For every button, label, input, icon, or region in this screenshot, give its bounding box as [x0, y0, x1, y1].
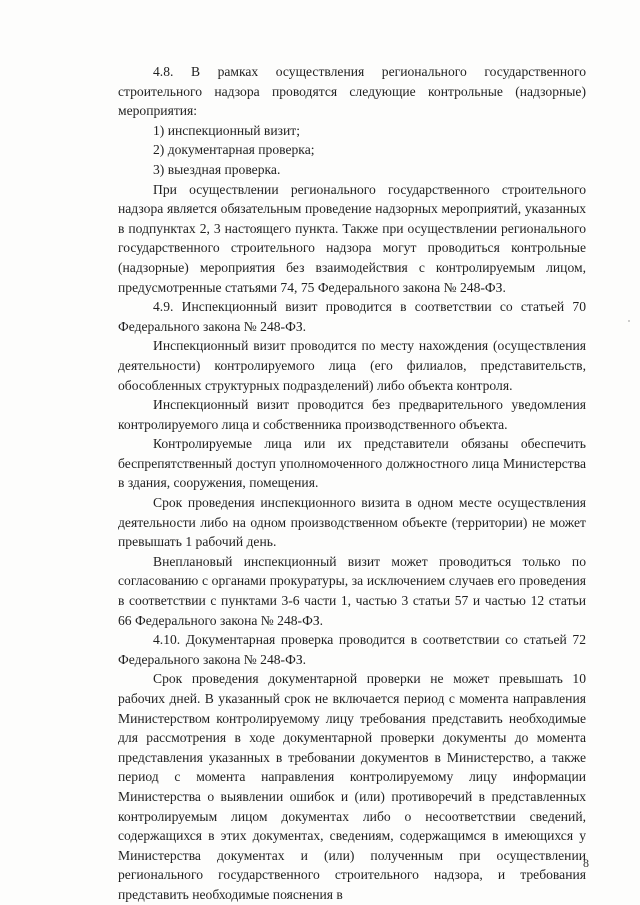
list-item-3: 3) выездная проверка.: [153, 161, 281, 177]
paragraph-visit-duration: Срок проведения инспекционного визита в одном месте осуществления деятельности либо на одном производственном объекте (территории) не может превышать 1 рабочий день.: [118, 495, 586, 550]
paragraph-4-8: 4.8. В рамках осуществления регионального государственного строительного надзора проводятся следующие контрольные (надзорные) мероприятия:: [118, 64, 586, 119]
page-number: 8: [583, 856, 589, 870]
paragraph-access: Контролируемые лица или их представители обязаны обеспечить беспрепятственный доступ уполномоченного должностного лица Министерства в здания, сооружения, помещения.: [118, 436, 586, 491]
paragraph-4-9: 4.9. Инспекционный визит проводится в соответствии со статьей 70 Федерального закона № 248-ФЗ.: [118, 299, 586, 334]
paragraph-documentary-term: Срок проведения документарной проверки не может превышать 10 рабочих дней. В указанный срок не включается период с момента направления Министерством контролируемому лицу требования представить необходимые для рассмотрения в ходе документарной проверки документы до момента представления указанных в требовании документов в Министерство, а также период с момента направления контролируемому лицу информации Министерства о выявлении ошибок и (или) противоречий в представленных контролируемым лицом документах либо о несоответствии сведений, содержащихся в этих документах, сведениям, содержащимся в имеющихся у Министерства документах и (или) полученным при осуществлении регионального государственного строительного надзора, и требования представить необходимые пояснения в: [118, 671, 586, 902]
list-item-2: 2) документарная проверка;: [153, 142, 315, 158]
list-item-1: 1) инспекционный визит;: [153, 122, 300, 138]
document-body: [118, 62, 586, 905]
paragraph-mandatory-measures: При осуществлении регионального государственного строительного надзора является обязательным проведение надзорных мероприятий, указанных в подпунктах 2, 3 настоящего пункта. Также при осуществлении регионального государственного строительного надзора могут проводиться контрольные (надзорные) мероприятия без взаимодействия с контролируемым лицом, предусмотренные статьями 74, 75 Федерального закона № 248-ФЗ.: [118, 181, 586, 295]
paragraph-visit-location: Инспекционный визит проводится по месту нахождения (осуществления деятельности) контролируемого лица (его филиалов, представительств, обособленных структурных подразделений) либо объекта контроля.: [118, 338, 586, 393]
paragraph-unplanned-visit: Внеплановый инспекционный визит может проводиться только по согласованию с органами прокуратуры, за исключением случаев его проведения в соответствии с пунктами 3-6 части 1, частью 3 статьи 57 и частью 12 статьи 66 Федерального закона № 248-ФЗ.: [118, 553, 586, 628]
paragraph-4-10: 4.10. Документарная проверка проводится в соответствии со статьей 72 Федерального закона № 248-ФЗ.: [118, 632, 586, 667]
paragraph-visit-notice: Инспекционный визит проводится без предварительного уведомления контролируемого лица и собственника производственного объекта.: [118, 397, 586, 432]
scan-speck: [628, 320, 630, 322]
